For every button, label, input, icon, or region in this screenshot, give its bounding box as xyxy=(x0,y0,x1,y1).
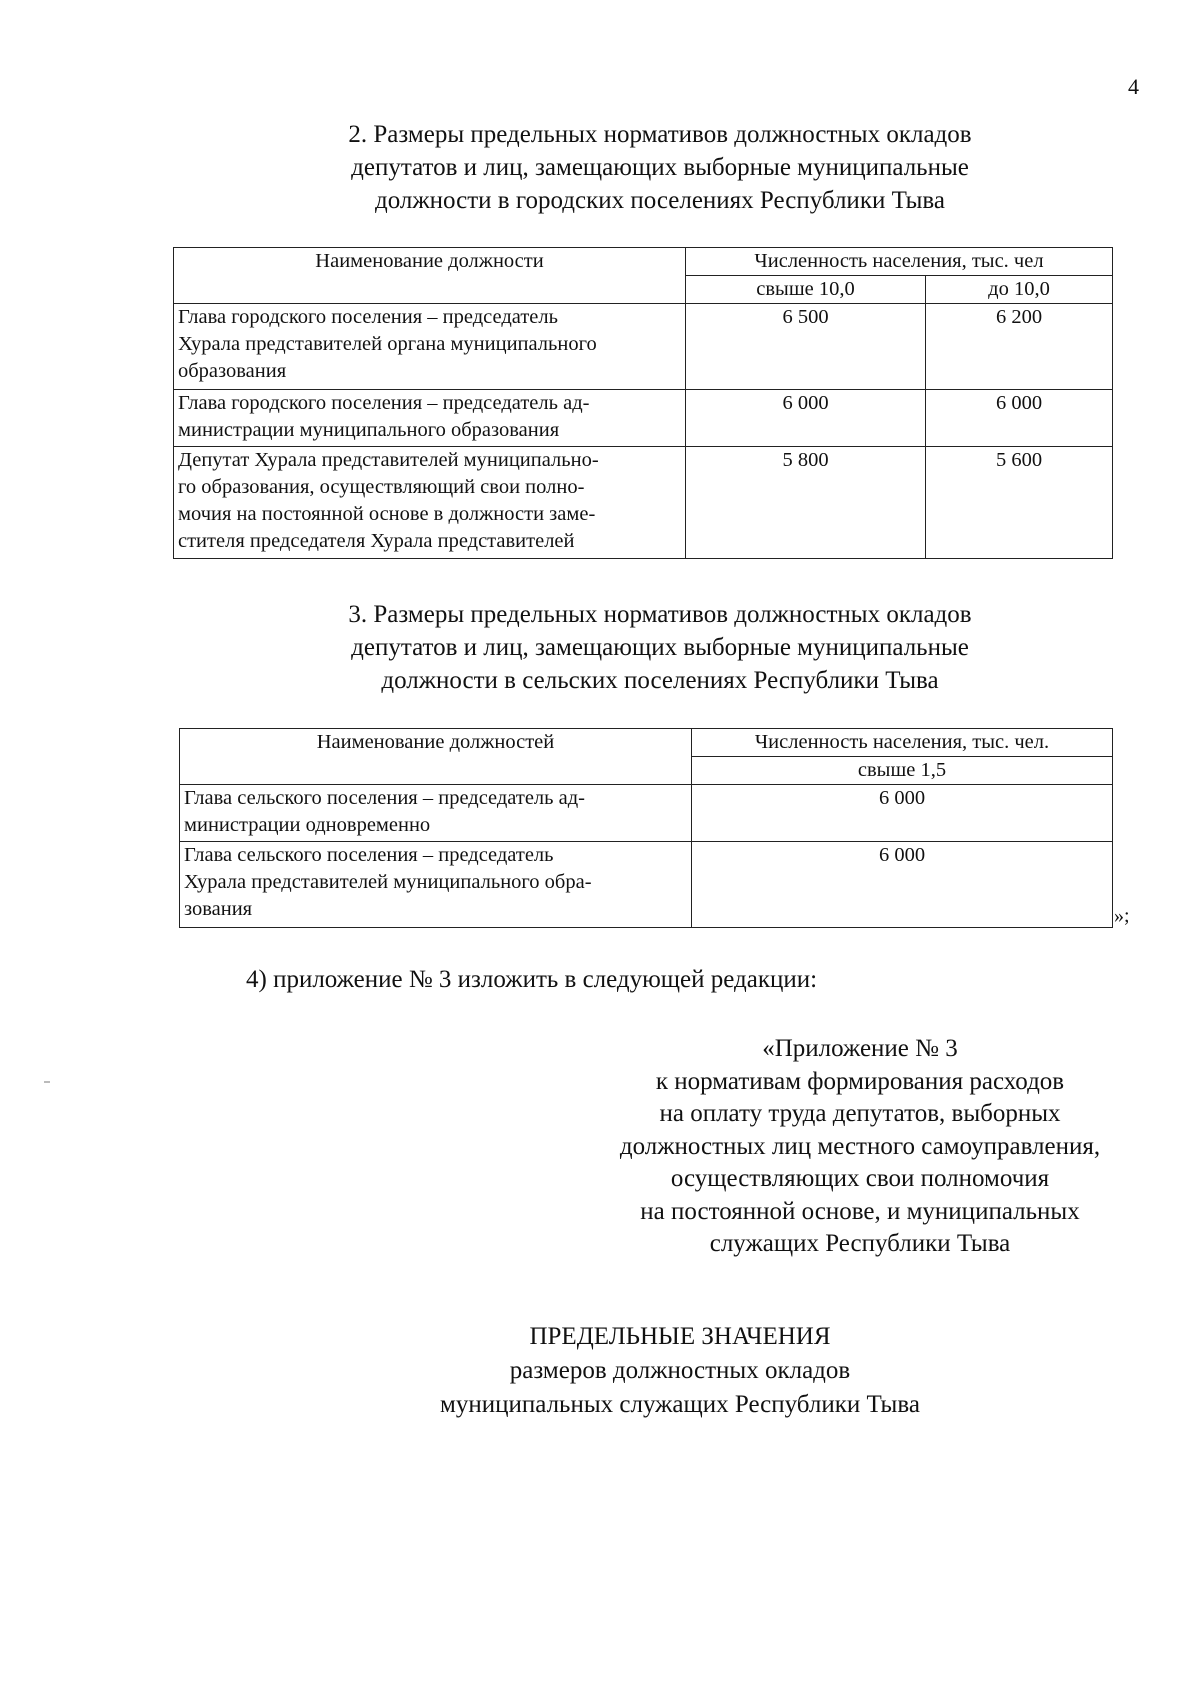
table-row xyxy=(180,842,1113,928)
section2-heading-line: должности в городских поселениях Республики Тыва xyxy=(375,187,945,214)
section2-heading xyxy=(240,118,1080,217)
position-name-line: мочия на постоянной основе в должности заме- xyxy=(178,503,596,525)
table-row xyxy=(174,304,1113,390)
table-subheader: до 10,0 xyxy=(926,276,1113,304)
salary-value: 6 200 xyxy=(926,304,1113,390)
salary-value: 6 000 xyxy=(692,785,1113,842)
section3-heading-line: депутатов и лиц, замещающих выборные муниципальные xyxy=(351,634,969,661)
position-name-line: стителя председателя Хурала представителей xyxy=(178,530,575,552)
salary-value: 5 600 xyxy=(926,447,1113,559)
table-subheader: свыше 10,0 xyxy=(686,276,926,304)
table-header-position: Наименование должностей xyxy=(180,729,692,785)
appendix-line: служащих Республики Тыва xyxy=(709,1230,1011,1257)
appendix-line: к нормативам формирования расходов xyxy=(655,1067,1065,1095)
rural-salary-table xyxy=(179,728,1113,928)
appendix-line: «Приложение № 3 xyxy=(762,1035,958,1062)
section3-heading-line: должности в сельских поселениях Республики Тыва xyxy=(381,667,939,694)
salary-value: 6 000 xyxy=(926,390,1113,447)
table-row xyxy=(180,785,1113,842)
table-subheader: свыше 1,5 xyxy=(692,757,1113,785)
final-heading xyxy=(300,1320,1060,1422)
page-number: 4 xyxy=(1128,74,1139,99)
section2-heading-line: 2. Размеры предельных нормативов должностных окладов xyxy=(348,121,972,148)
position-name-cell xyxy=(174,390,686,447)
paragraph-4: 4) приложение № 3 изложить в следующей редакции: xyxy=(246,966,818,993)
salary-value: 6 500 xyxy=(686,304,926,390)
position-name-line: Глава городского поселения – председатель xyxy=(178,306,558,328)
position-name-line: образования xyxy=(178,360,287,382)
position-name-line: Глава сельского поселения – председатель ад- xyxy=(184,787,585,809)
position-name-cell xyxy=(174,447,686,559)
table-header-population: Численность населения, тыс. чел xyxy=(686,248,1113,276)
section3-heading xyxy=(240,598,1080,697)
salary-value: 5 800 xyxy=(686,447,926,559)
position-name-cell xyxy=(180,785,692,842)
position-name-line: го образования, осуществляющий свои полно- xyxy=(178,476,585,498)
table-header-population: Численность населения, тыс. чел. xyxy=(692,729,1113,757)
position-name-cell xyxy=(180,842,692,928)
table-row xyxy=(174,390,1113,447)
margin-mark xyxy=(44,1081,50,1083)
position-name-line: Глава городского поселения – председатель ад- xyxy=(178,392,590,414)
section3-heading-line: 3. Размеры предельных нормативов должностных окладов xyxy=(348,601,972,628)
table-header-position: Наименование должности xyxy=(174,248,686,304)
salary-value: 6 000 xyxy=(692,842,1113,928)
position-name-line: Хурала представителей муниципального обра- xyxy=(184,871,592,893)
position-name-line: зования xyxy=(184,898,253,920)
appendix-line: должностных лиц местного самоуправления, xyxy=(619,1132,1101,1160)
final-heading-line: размеров должностных окладов xyxy=(509,1357,851,1384)
closing-quote-mark: »; xyxy=(1114,905,1130,927)
section2-heading-line: депутатов и лиц, замещающих выборные муниципальные xyxy=(351,154,969,181)
position-name-line: министрации муниципального образования xyxy=(178,419,560,441)
final-heading-line: ПРЕДЕЛЬНЫЕ ЗНАЧЕНИЯ xyxy=(529,1323,831,1350)
appendix-caption xyxy=(580,1033,1140,1261)
position-name-line: Глава сельского поселения – председатель xyxy=(184,844,554,866)
position-name-line: министрации одновременно xyxy=(184,814,431,836)
appendix-line: осуществляющих свои полномочия xyxy=(670,1165,1050,1192)
position-name-cell xyxy=(174,304,686,390)
salary-value: 6 000 xyxy=(686,390,926,447)
appendix-line: на оплату труда депутатов, выборных xyxy=(659,1100,1061,1127)
table-row xyxy=(174,447,1113,559)
final-heading-line: муниципальных служащих Республики Тыва xyxy=(440,1391,920,1418)
appendix-line: на постоянной основе, и муниципальных xyxy=(640,1197,1080,1225)
position-name-line: Хурала представителей органа муниципального xyxy=(178,333,597,355)
position-name-line: Депутат Хурала представителей муниципально- xyxy=(178,449,599,471)
urban-salary-table xyxy=(173,247,1113,559)
